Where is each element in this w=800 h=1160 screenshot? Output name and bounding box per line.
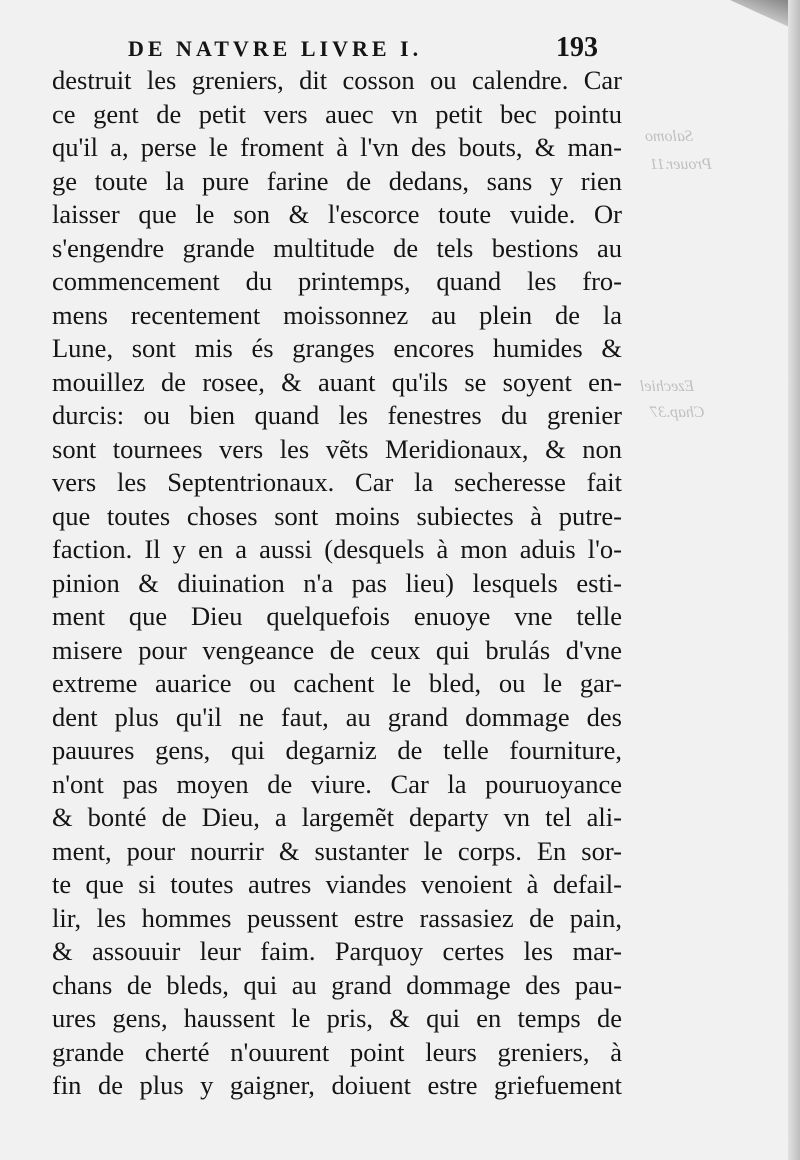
text-line: pauures gens, qui degarniz de telle fourniture, bbox=[52, 735, 622, 765]
text-line: qu'il a, perse le froment à l'vn des bouts, & man- bbox=[52, 132, 622, 162]
text-line: lir, les hommes peussent estre rassasiez de pain, bbox=[52, 902, 622, 933]
text-line: s'engendre grande multitude de tels bestions au bbox=[52, 232, 622, 263]
text-line: faction. Il y en a aussi (desquels à mon aduis l'o- bbox=[52, 534, 622, 564]
text-line: vers les Septentrionaux. Car la secheresse fait bbox=[52, 467, 622, 497]
text-line: misere pour vengeance de ceux qui brulás d'vne bbox=[52, 634, 622, 665]
text-line: commencement du printemps, quand les fro- bbox=[52, 266, 622, 296]
text-line: que toutes choses sont moins subiectes à putre- bbox=[52, 500, 622, 531]
text-line: ures gens, haussent le pris, & qui en temps de bbox=[52, 1003, 622, 1033]
text-line: pinion & diuination n'a pas lieu) lesquels esti- bbox=[52, 567, 622, 598]
text-line: mouillez de rosee, & auant qu'ils se soyent en- bbox=[52, 366, 622, 397]
text-line: te que si toutes autres viandes venoient à defail- bbox=[52, 869, 622, 899]
text-line: laisser que le son & l'escorce toute vuide. Or bbox=[52, 199, 622, 229]
bleed-through-text: Chap.37 bbox=[650, 404, 705, 421]
text-line: fin de plus y gaigner, doiuent estre griefuement bbox=[52, 1070, 622, 1100]
running-head bbox=[128, 32, 598, 66]
page-edge bbox=[788, 0, 800, 1160]
text-line: & assouuir leur faim. Parquoy certes les mar- bbox=[52, 936, 622, 966]
bleed-through-text: Salomo bbox=[645, 128, 693, 145]
text-line: durcis: ou bien quand les fenestres du grenier bbox=[52, 400, 622, 430]
text-line: ge toute la pure farine de dedans, sans y rien bbox=[52, 165, 622, 196]
text-line: Lune, sont mis és granges encores humides & bbox=[52, 333, 622, 363]
text-line: sont tournees vers les vẽts Meridionaux, & non bbox=[52, 433, 622, 464]
bleed-through-text: Ezechiel bbox=[640, 378, 695, 395]
text-line: ment que Dieu quelquefois enuoye vne telle bbox=[52, 601, 622, 631]
text-line: chans de bleds, qui au grand dommage des pau- bbox=[52, 969, 622, 1000]
text-line: destruit les greniers, dit cosson ou calendre. Car bbox=[52, 65, 622, 95]
text-line: ce gent de petit vers auec vn petit bec pointu bbox=[52, 98, 622, 129]
page-number: 193 bbox=[556, 32, 598, 63]
running-title: DE NATVRE LIVRE I. bbox=[128, 36, 423, 61]
text-line: n'ont pas moyen de viure. Car la pouruoyance bbox=[52, 768, 622, 799]
text-line: ment, pour nourrir & sustanter le corps. En sor- bbox=[52, 835, 622, 866]
text-line: mens recentement moissonnez au plein de la bbox=[52, 299, 622, 330]
text-line: & bonté de Dieu, a largemẽt departy vn tel ali- bbox=[52, 802, 622, 832]
text-line: grande cherté n'ouurent point leurs greniers, à bbox=[52, 1036, 622, 1067]
text-line: extreme auarice ou cachent le bled, ou le gar- bbox=[52, 668, 622, 698]
text-line: dent plus qu'il ne faut, au grand dommage des bbox=[52, 701, 622, 732]
bleed-through-text: Prouer.11 bbox=[650, 156, 712, 173]
body-text bbox=[52, 64, 622, 1103]
